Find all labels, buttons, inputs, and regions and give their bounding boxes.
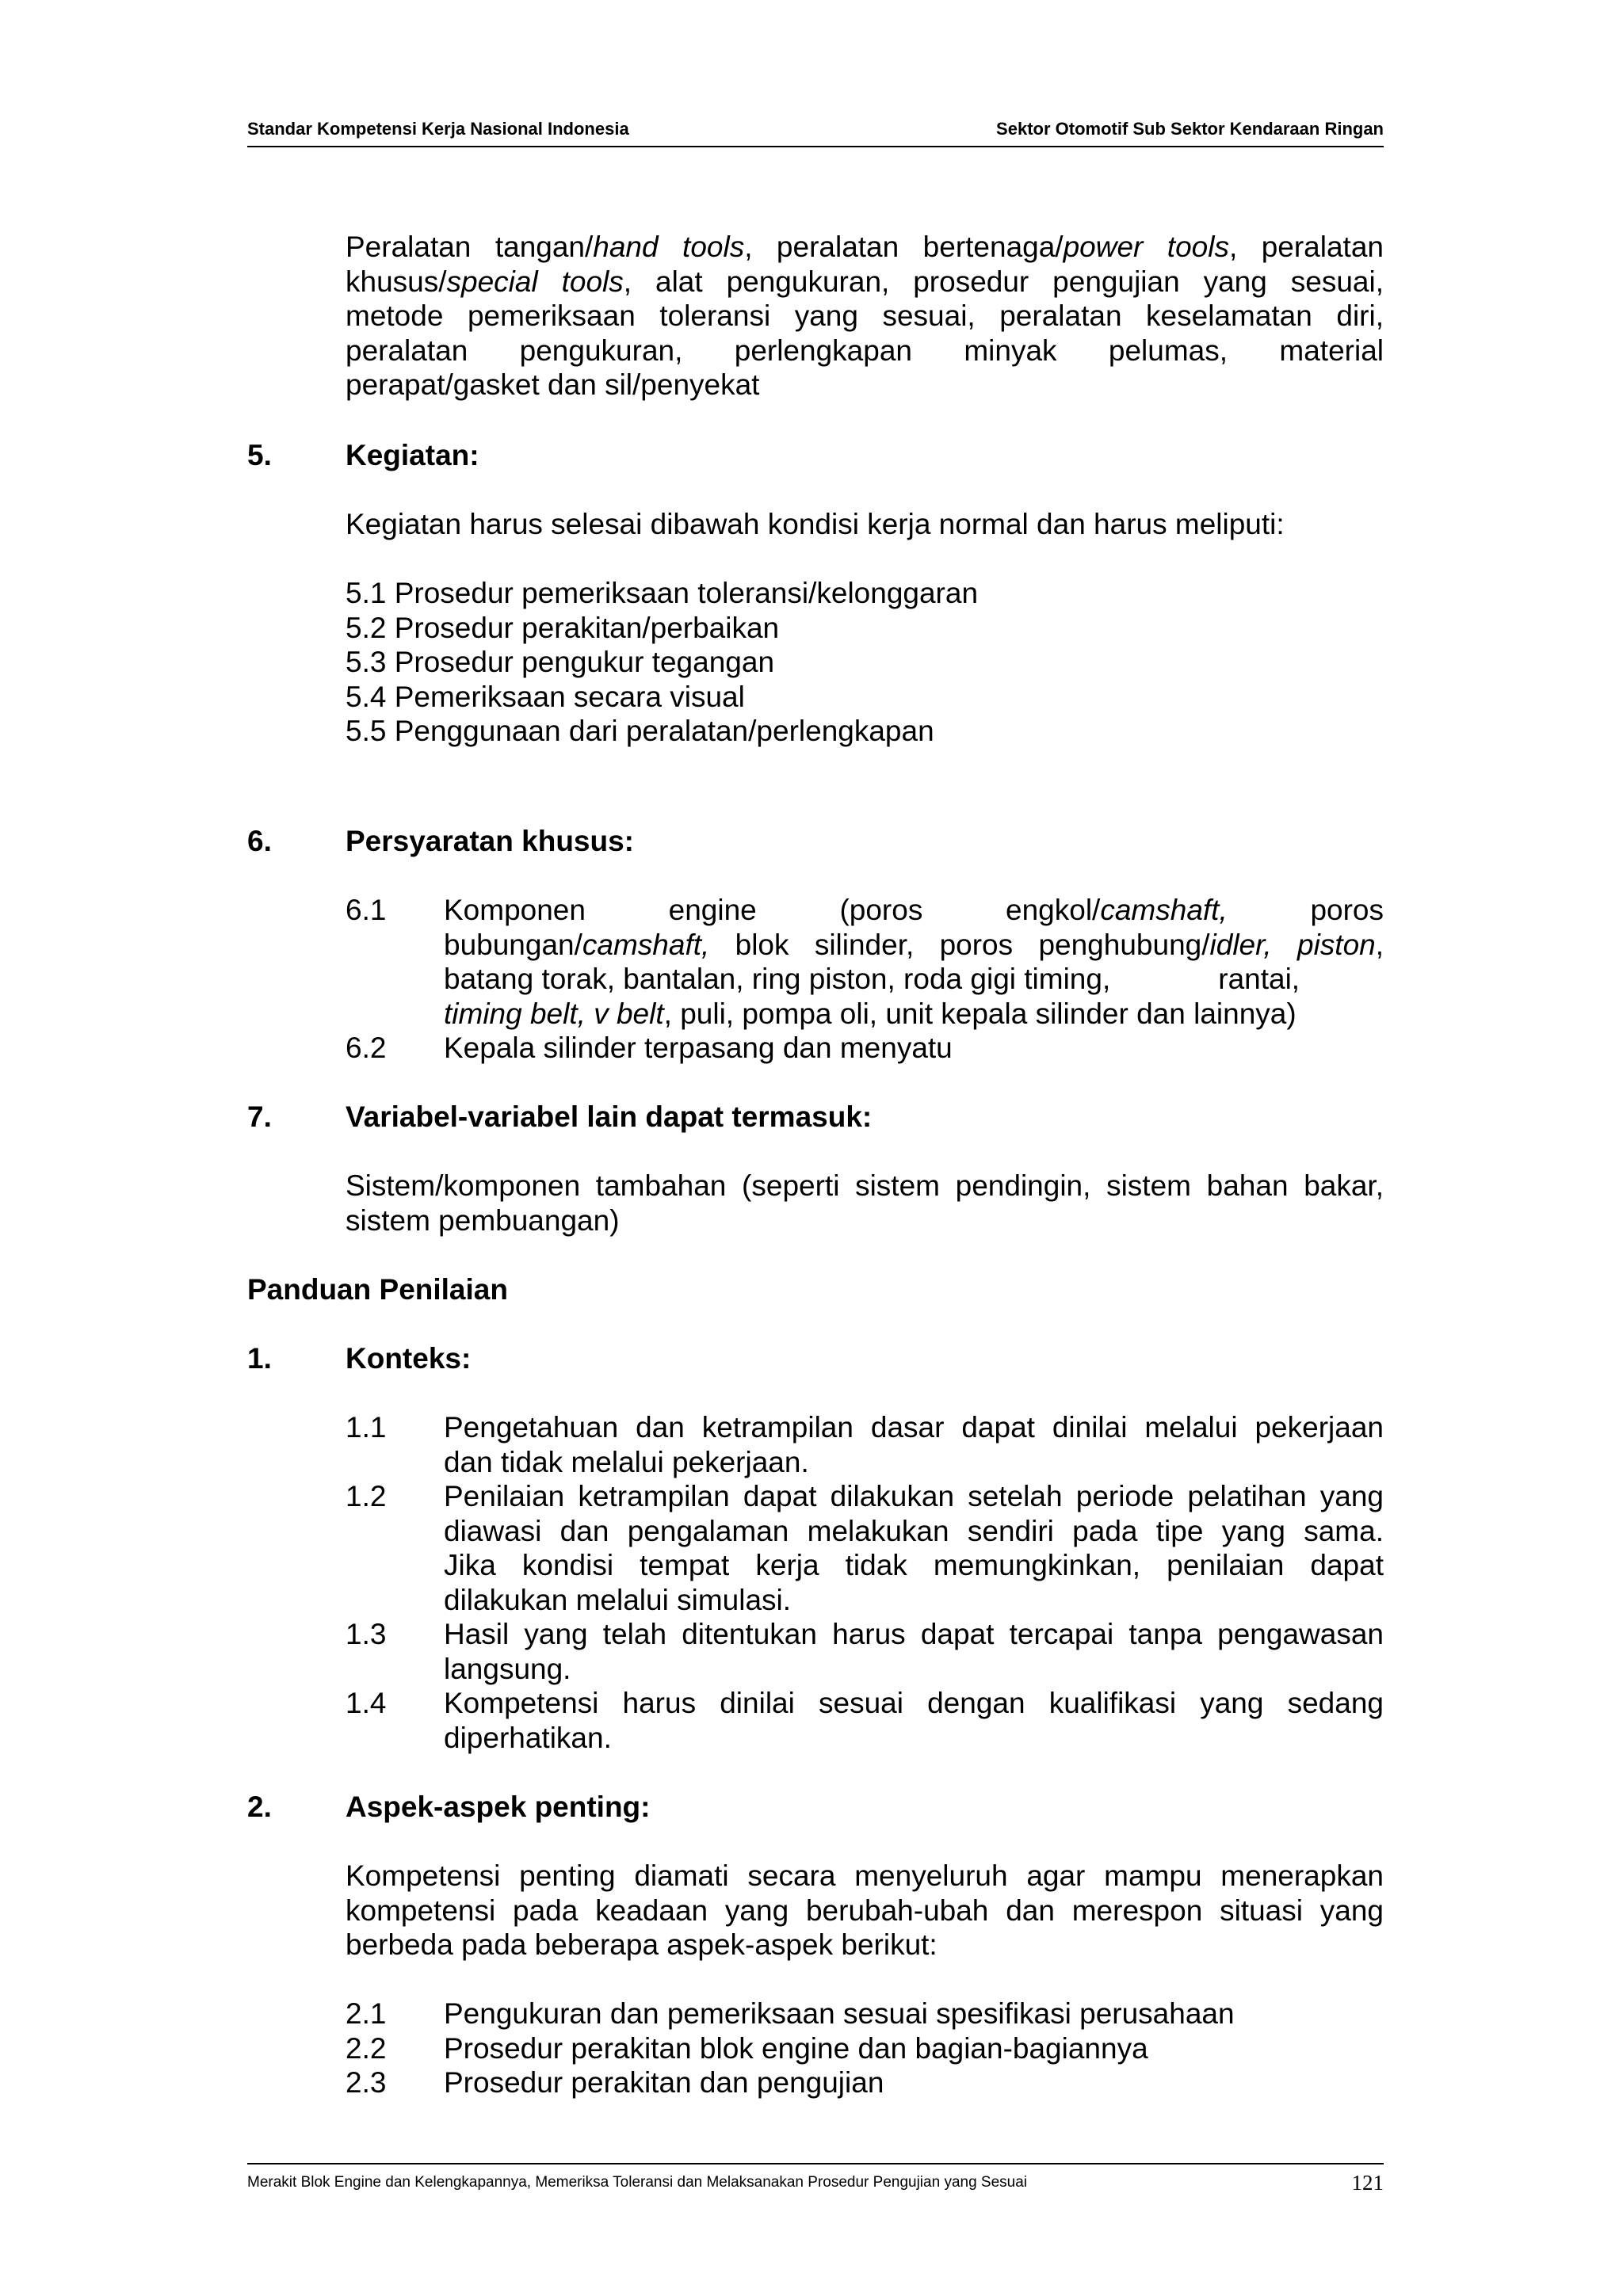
section-7-number: 7.	[247, 1100, 272, 1133]
item-1-1-text	[444, 1410, 1384, 1479]
text-line: Hasil yang telah ditentukan harus dapat tercapai tanpa pengawasan	[444, 1618, 1384, 1650]
text-line: dilakukan melalui simulasi.	[444, 1583, 792, 1616]
text-line: Jika kondisi tempat kerja tidak memungkinkan, penilaian dapat	[444, 1549, 1384, 1582]
panduan-heading: Panduan Penilaian	[247, 1273, 508, 1306]
section-5-title: Kegiatan:	[346, 439, 479, 471]
text-line: kompetensi pada keadaan yang berubah-ubah dan merespon situasi yang	[346, 1894, 1384, 1927]
item-2-2-text: Prosedur perakitan blok engine dan bagian-bagiannya	[444, 2032, 1148, 2065]
text-line: diperhatikan.	[444, 1721, 612, 1754]
aspects-intro	[346, 1859, 1384, 1962]
item-6-2-number: 6.2	[346, 1032, 387, 1064]
header-right-text: Sektor Otomotif Sub Sektor Kendaraan Ringan	[996, 119, 1384, 139]
context-number: 1.	[247, 1342, 272, 1375]
list-item: 5.1 Prosedur pemeriksaan toleransi/kelonggaran	[346, 577, 979, 609]
intro-line-2: khusus/special tools, alat pengukuran, prosedur pengujian yang sesuai,	[346, 265, 1384, 298]
item-6-1-line-3: batang torak, bantalan, ring piston, roda gigi timing, rantai,	[444, 963, 1300, 996]
item-2-3-number: 2.3	[346, 2066, 387, 2099]
section-7-line-1: Sistem/komponen tambahan (seperti sistem pendingin, sistem bahan bakar,	[346, 1169, 1384, 1202]
text-line: berbeda pada beberapa aspek-aspek berikut:	[346, 1928, 938, 1962]
header-left-text: Standar Kompetensi Kerja Nasional Indonesia	[247, 119, 629, 139]
aspects-title: Aspek-aspek penting:	[346, 1791, 651, 1823]
list-item: 5.2 Prosedur perakitan/perbaikan	[346, 611, 780, 644]
intro-line-1: Peralatan tangan/hand tools, peralatan bertenaga/power tools, peralatan	[346, 231, 1384, 263]
item-1-3-number: 1.3	[346, 1618, 387, 1650]
section-5-list	[346, 576, 1384, 749]
item-1-2-number: 1.2	[346, 1480, 387, 1512]
section-5-intro: Kegiatan harus selesai dibawah kondisi kerja normal dan harus meliputi:	[346, 508, 1285, 540]
intro-line-5: perapat/gasket dan sil/penyekat	[346, 368, 760, 402]
page-header	[247, 119, 1384, 147]
text-line: diawasi dan pengalaman melakukan sendiri pada tipe yang sama.	[444, 1514, 1384, 1547]
item-1-1-number: 1.1	[346, 1411, 387, 1444]
text-line: Kompetensi penting diamati secara menyeluruh agar mampu menerapkan	[346, 1859, 1384, 1892]
intro-line-3: metode pemeriksaan toleransi yang sesuai, peralatan keselamatan diri,	[346, 299, 1384, 333]
section-6-title: Persyaratan khusus:	[346, 825, 635, 857]
item-1-2-text	[444, 1479, 1384, 1617]
text-line: Penilaian ketrampilan dapat dilakukan setelah periode pelatihan yang	[444, 1480, 1384, 1512]
item-6-2-text: Kepala silinder terpasang dan menyatu	[444, 1032, 953, 1064]
intro-paragraph	[346, 230, 1384, 402]
section-7-title: Variabel-variabel lain dapat termasuk:	[346, 1100, 873, 1133]
section-5-number: 5.	[247, 439, 272, 471]
section-7-line-2: sistem pembuangan)	[346, 1203, 620, 1237]
list-item: 5.5 Penggunaan dari peralatan/perlengkapan	[346, 715, 934, 748]
item-1-4-number: 1.4	[346, 1687, 387, 1719]
context-title: Konteks:	[346, 1342, 472, 1375]
page-number: 121	[1351, 2171, 1384, 2195]
item-2-3-text: Prosedur perakitan dan pengujian	[444, 2066, 884, 2099]
intro-line-4: peralatan pengukuran, perlengkapan minyak pelumas, material	[346, 334, 1384, 367]
item-2-1-text: Pengukuran dan pemeriksaan sesuai spesifikasi perusahaan	[444, 1997, 1235, 2030]
list-item: 5.3 Prosedur pengukur tegangan	[346, 646, 775, 679]
text-line: Kompetensi harus dinilai sesuai dengan kualifikasi yang sedang	[444, 1687, 1384, 1719]
aspects-number: 2.	[247, 1791, 272, 1823]
text-line: Pengetahuan dan ketrampilan dasar dapat dinilai melalui pekerjaan	[444, 1411, 1384, 1444]
item-6-1-line-2: bubungan/camshaft, blok silinder, poros penghubung/idler, piston,	[444, 928, 1384, 961]
item-6-1-line-4: timing belt, v belt, puli, pompa oli, unit kepala silinder dan lainnya)	[444, 997, 1296, 1030]
item-1-4-text	[444, 1686, 1384, 1755]
section-7-paragraph	[346, 1169, 1384, 1238]
item-6-1-line-1: Komponen engine (poros engkol/camshaft, poros	[444, 894, 1384, 926]
item-2-1-number: 2.1	[346, 1997, 387, 2030]
item-6-1-number: 6.1	[346, 894, 387, 926]
section-6-number: 6.	[247, 825, 272, 857]
footer-text: Merakit Blok Engine dan Kelengkapannya, Memeriksa Toleransi dan Melaksanakan Prosedur Pengujian yang Sesuai	[247, 2174, 1028, 2191]
text-line: dan tidak melalui pekerjaan.	[444, 1445, 809, 1478]
item-1-3-text	[444, 1617, 1384, 1686]
item-2-2-number: 2.2	[346, 2032, 387, 2065]
item-6-1-text	[444, 893, 1384, 1031]
list-item: 5.4 Pemeriksaan secara visual	[346, 680, 745, 713]
page-footer	[247, 2163, 1384, 2196]
text-line: langsung.	[444, 1652, 571, 1685]
